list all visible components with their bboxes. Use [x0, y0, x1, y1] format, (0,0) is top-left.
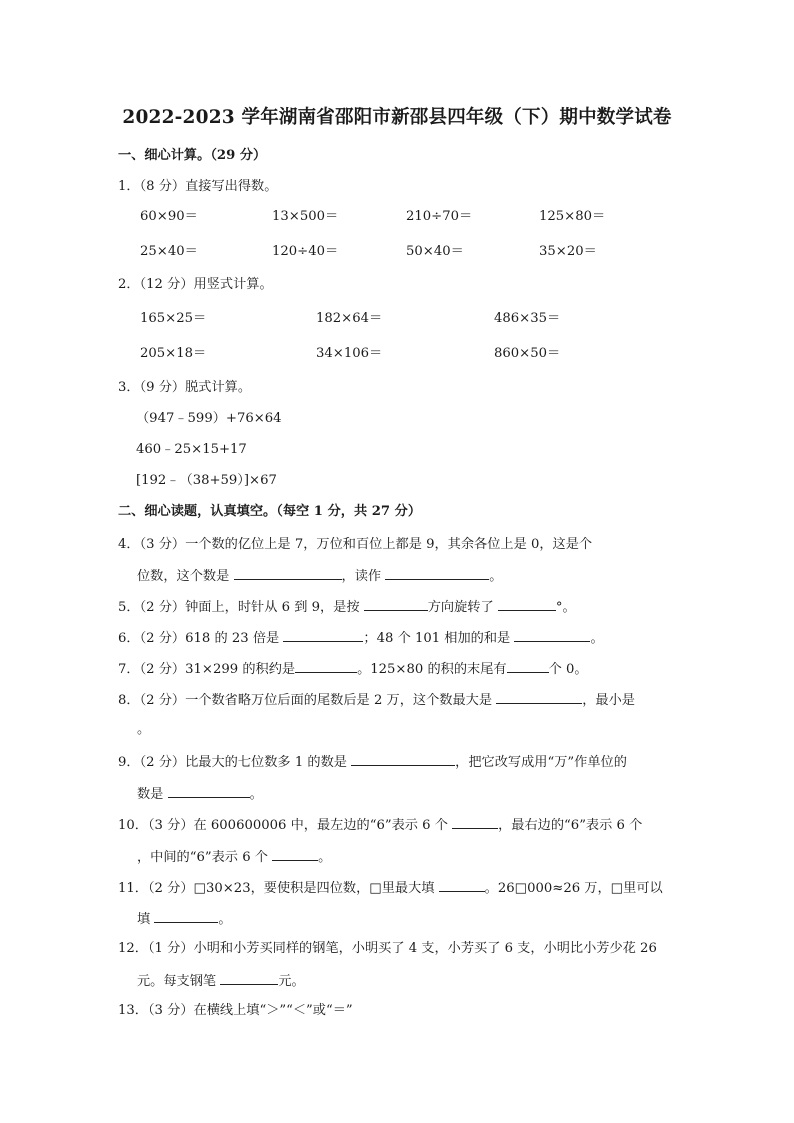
question-text: 9．（2 分）比最大的七位数多 1 的数是 — [118, 755, 352, 770]
expression: 460﹣25×15+17 — [136, 442, 247, 457]
question-text: 10．（3 分）在 600600006 中，最左边的“6”表示 6 个 — [118, 818, 453, 833]
calc-item: 125×80＝ — [539, 209, 606, 224]
question-text: 。 — [218, 912, 232, 927]
vertical-calc-item: 860×50＝ — [494, 346, 561, 361]
calc-item: 13×500＝ — [272, 209, 339, 224]
question-13: 13．（3 分）在横线上填“＞”“＜”或“＝” — [118, 1003, 353, 1018]
question-8-continued: 。 — [137, 722, 151, 737]
answer-blank[interactable] — [496, 690, 582, 704]
expression: [192﹣（38+59）]×67 — [136, 473, 277, 488]
question-11-continued — [137, 909, 232, 929]
answer-blank[interactable] — [507, 659, 549, 673]
answer-blank[interactable] — [168, 784, 250, 798]
answer-blank[interactable] — [452, 815, 498, 829]
question-text: 元。 — [278, 974, 305, 989]
answer-blank[interactable] — [439, 878, 485, 892]
section-1-heading: 一、细心计算。（29 分） — [118, 148, 267, 163]
question-text: ；48 个 101 相加的和是 — [363, 631, 515, 646]
question-8 — [118, 690, 635, 710]
question-5 — [118, 597, 576, 617]
question-7 — [118, 659, 588, 679]
answer-blank[interactable] — [514, 628, 590, 642]
page-title: 2022-2023 学年湖南省邵阳市新邵县四年级（下）期中数学试卷 — [122, 107, 672, 128]
question-4-continued — [137, 566, 502, 586]
answer-blank[interactable] — [220, 971, 278, 985]
question-text: 。 — [318, 850, 332, 865]
answer-blank[interactable] — [295, 659, 357, 673]
question-text: °。 — [555, 600, 576, 615]
question-text: 5．（2 分）钟面上，时针从 6 到 9，是按 — [118, 600, 364, 615]
answer-blank[interactable] — [154, 909, 218, 923]
answer-blank[interactable] — [364, 597, 428, 611]
calc-item: 210÷70＝ — [406, 209, 473, 224]
answer-blank[interactable] — [272, 847, 318, 861]
question-text: ，最右边的“6”表示 6 个 — [498, 818, 643, 833]
question-text: 填 — [137, 912, 155, 927]
question-text: 数是 — [137, 787, 168, 802]
question-9-continued — [137, 784, 263, 804]
question-text: 个 0。 — [548, 662, 588, 677]
question-6 — [118, 628, 604, 648]
vertical-calc-item: 486×35＝ — [494, 311, 561, 326]
calc-item: 50×40＝ — [406, 244, 464, 259]
answer-blank[interactable] — [283, 628, 363, 642]
answer-blank[interactable] — [234, 566, 342, 580]
answer-blank[interactable] — [498, 597, 556, 611]
vertical-calc-item: 165×25＝ — [140, 311, 207, 326]
question-text: 11．（2 分）□30×23，要使积是四位数，□里最大填 — [118, 881, 439, 896]
calc-item: 120÷40＝ — [272, 244, 339, 259]
question-12: 12．（1 分）小明和小芳买同样的钢笔，小明买了 4 支，小芳买了 6 支，小明比小芳少花 26 — [118, 941, 657, 956]
question-text: ，读作 — [341, 569, 386, 584]
question-text: 。26□000≈26 万，□里可以 — [484, 881, 663, 896]
question-text: 元。每支钢笔 — [137, 974, 221, 989]
question-text: ，把它改写成用“万”作单位的 — [455, 755, 627, 770]
question-text: 6．（2 分）618 的 23 倍是 — [118, 631, 284, 646]
question-text: 7．（2 分）31×299 的积约是 — [118, 662, 296, 677]
answer-blank[interactable] — [351, 752, 455, 766]
question-text: ，中间的“6”表示 6 个 — [137, 850, 273, 865]
question-12-continued — [137, 971, 305, 991]
question-4: 4．（3 分）一个数的亿位上是 7，万位和百位上都是 9，其余各位上是 0，这是个 — [118, 537, 593, 552]
expression: （947﹣599）+76×64 — [136, 411, 282, 426]
vertical-calc-item: 182×64＝ — [316, 311, 383, 326]
question-9 — [118, 752, 627, 772]
vertical-calc-item: 205×18＝ — [140, 346, 207, 361]
question-3: 3．（9 分）脱式计算。 — [118, 380, 252, 395]
question-11 — [118, 878, 663, 898]
question-text: 。 — [249, 787, 263, 802]
question-text: 。 — [489, 569, 503, 584]
question-10-continued — [137, 847, 331, 867]
vertical-calc-item: 34×106＝ — [316, 346, 383, 361]
calc-item: 35×20＝ — [539, 244, 597, 259]
answer-blank[interactable] — [385, 566, 489, 580]
section-2-heading: 二、细心读题，认真填空。（每空 1 分，共 27 分） — [118, 504, 422, 519]
question-text: 。125×80 的积的末尾有 — [357, 662, 507, 677]
question-text: ，最小是 — [582, 693, 635, 708]
question-text: 。 — [590, 631, 604, 646]
question-10 — [118, 815, 642, 835]
question-text: 方向旋转了 — [427, 600, 498, 615]
question-text: 位数，这个数是 — [137, 569, 234, 584]
question-2: 2．（12 分）用竖式计算。 — [118, 277, 273, 292]
calc-item: 25×40＝ — [140, 244, 198, 259]
question-1: 1．（8 分）直接写出得数。 — [118, 179, 278, 194]
question-text: 8．（2 分）一个数省略万位后面的尾数后是 2 万，这个数最大是 — [118, 693, 497, 708]
calc-item: 60×90＝ — [140, 209, 198, 224]
